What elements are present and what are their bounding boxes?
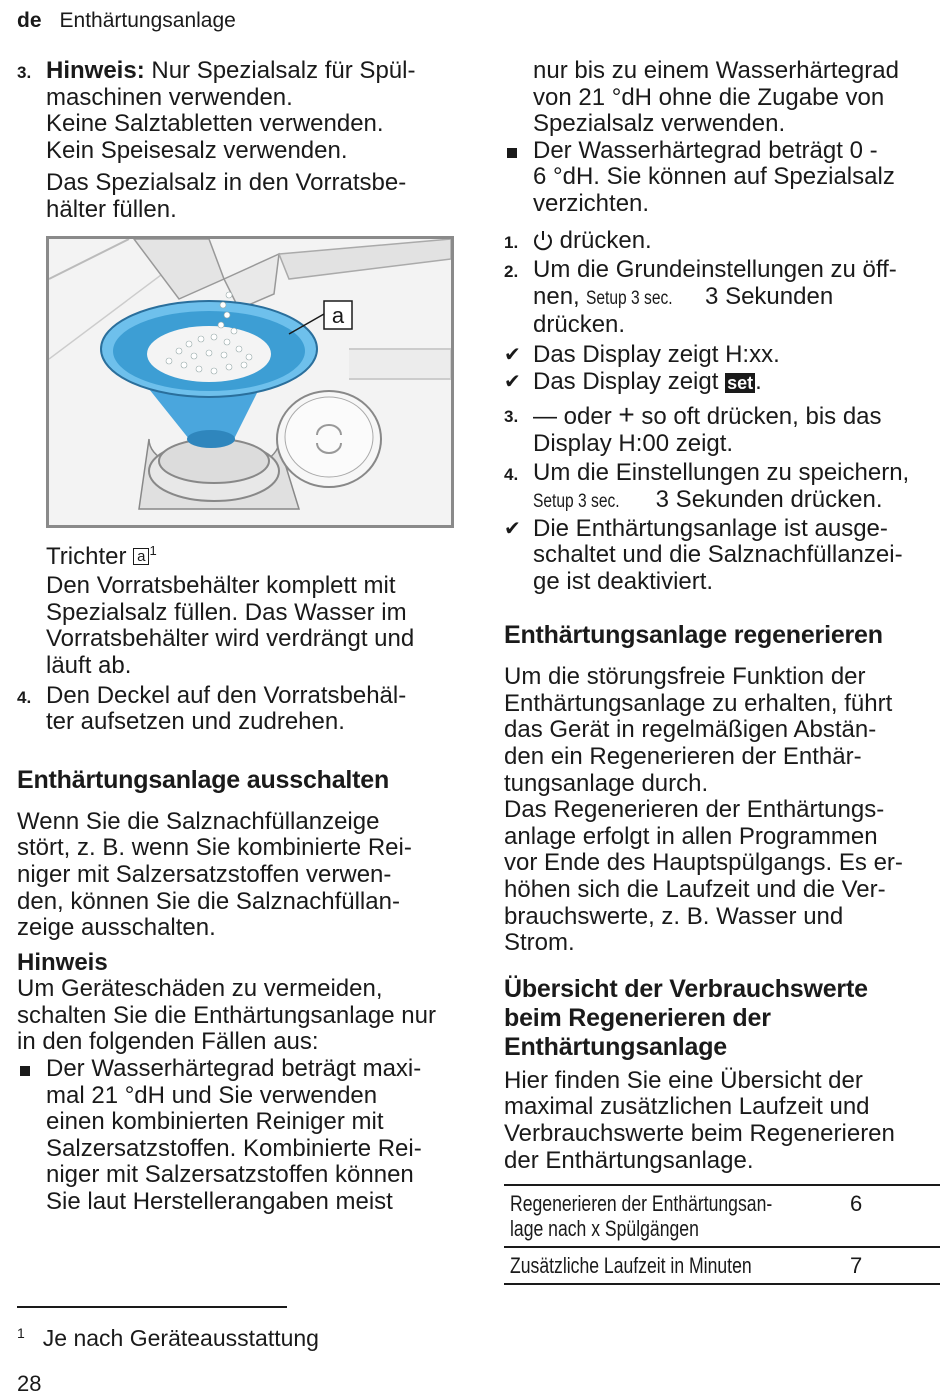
- step-number: 4.: [504, 465, 519, 485]
- table-cell-label: [510, 1253, 850, 1278]
- step-text: Display H:00 zeigt.: [533, 429, 734, 457]
- paragraph-line: den ein Regenerieren der Enthär-: [504, 743, 862, 771]
- footnote-text: Je nach Geräteausstattung: [42, 1325, 319, 1351]
- bullet-line: verzichten.: [533, 189, 650, 217]
- step-text: so oft drücken, bis das: [634, 403, 882, 431]
- step-text: Keine Salztabletten verwenden.: [46, 110, 384, 138]
- heading-line: beim Regenerieren der: [504, 1003, 771, 1032]
- step-text: maschinen verwenden.: [46, 83, 293, 111]
- step-number: 2.: [504, 262, 519, 282]
- paragraph-line: Das Regenerieren der Enthärtungs-: [504, 796, 885, 824]
- section-title: Enthärtungsanlage: [59, 9, 236, 32]
- paragraph-line: niger mit Salzersatzstoffen verwen-: [17, 860, 392, 888]
- result-item: [504, 342, 940, 369]
- result-text: Das Display zeigt: [533, 367, 726, 395]
- step-text: oder: [557, 403, 619, 431]
- overview-heading: [504, 975, 940, 1062]
- step-text: 3 Sekunden: [698, 282, 834, 310]
- checkmark-icon: ✔: [504, 517, 521, 540]
- bullet-item: [17, 1056, 457, 1216]
- bullet-square-icon: [20, 1066, 30, 1076]
- consumption-table: [504, 1184, 940, 1285]
- result-item: [504, 369, 940, 397]
- step-text: nen,: [533, 282, 587, 310]
- result-text: Die Enthärtungsanlage ist ausge-: [533, 514, 888, 542]
- footnote-divider: [17, 1306, 287, 1308]
- instruction-line: Spezialsalz füllen. Das Wasser im: [46, 598, 407, 626]
- step-number: 4.: [17, 687, 32, 707]
- bullet-line: Spezialsalz verwenden.: [533, 110, 786, 138]
- regeneration-paragraph: [504, 664, 940, 957]
- step-text: drücken.: [533, 311, 626, 339]
- paragraph-line: Strom.: [504, 929, 575, 957]
- paragraph-line: brauchswerte, z. B. Wasser und: [504, 902, 844, 930]
- step-number: 1.: [504, 232, 519, 252]
- result-text: Das Display zeigt H:xx.: [533, 340, 780, 368]
- funnel-illustration: [46, 236, 454, 528]
- paragraph-line: tungsanlage durch.: [504, 769, 709, 797]
- bullet-line: Der Wasserhärtegrad beträgt maxi-: [46, 1055, 422, 1083]
- table-cell-value: 6: [850, 1191, 863, 1217]
- table-row: [504, 1248, 940, 1285]
- result-text: ge ist deaktiviert.: [533, 567, 714, 595]
- result-text: .: [755, 367, 762, 395]
- funnel-drawing: [49, 239, 451, 525]
- paragraph-line: in den folgenden Fällen aus:: [17, 1028, 319, 1056]
- heading-line: Enthärtungsanlage: [504, 1032, 728, 1061]
- footnote-ref: 1: [149, 542, 157, 558]
- bullet-line: 6 °dH. Sie können auf Spezialsalz: [533, 163, 895, 191]
- paragraph-line: schalten Sie die Enthärtungsanlage nur: [17, 1001, 436, 1029]
- bullet-square-icon: [507, 148, 517, 158]
- result-text: schaltet und die Salznachfüllanzei-: [533, 541, 903, 569]
- paragraph-line: Enthärtungsanlage zu erhalten, führt: [504, 689, 893, 717]
- display-set-badge: set: [727, 372, 754, 393]
- step-number: 3.: [17, 63, 32, 82]
- paragraph-line: Um die störungsfreie Funktion der: [504, 663, 866, 691]
- setup-button-label: Setup 3 sec.: [586, 287, 674, 309]
- step-text: Kein Speisesalz verwenden.: [46, 136, 348, 164]
- step-text: Um die Einstellungen zu speichern,: [533, 459, 910, 487]
- bullet-line: Sie laut Herstellerangaben meist: [46, 1188, 393, 1216]
- note-paragraph: [17, 976, 457, 1056]
- step-2-setup: [504, 257, 940, 339]
- table-row: [504, 1186, 940, 1248]
- step-text: 3 Sekunden drücken.: [649, 485, 883, 513]
- checkmark-icon: ✔: [504, 343, 521, 366]
- step-3-salt: [17, 58, 457, 224]
- cell-line: lage nach x Spülgängen: [510, 1216, 699, 1242]
- bullet-line: niger mit Salzersatzstoffen können: [46, 1161, 414, 1189]
- caption-text: Trichter: [46, 542, 134, 570]
- page-header: [17, 9, 236, 33]
- step-number: 3.: [504, 407, 519, 427]
- step-text: drücken.: [553, 226, 652, 254]
- paragraph-line: Verbrauchswerte beim Regenerieren: [504, 1120, 895, 1147]
- table-cell-value: 7: [850, 1253, 863, 1279]
- cell-line: Zusätzliche Laufzeit in Minuten: [510, 1253, 752, 1279]
- step-text: Um die Grundeinstellungen zu öff-: [533, 256, 897, 284]
- callout-box: a: [133, 548, 149, 565]
- page-number: 28: [17, 1371, 42, 1396]
- step-text: hälter füllen.: [46, 195, 177, 223]
- bullet-line: von 21 °dH ohne die Zugabe von: [533, 83, 885, 111]
- checkmark-icon: ✔: [504, 370, 521, 393]
- step-text: Das Spezialsalz in den Vorratsbe-: [46, 169, 407, 197]
- overview-paragraph: [504, 1068, 940, 1174]
- step-text: Nur Spezialsalz für Spül-: [144, 57, 416, 84]
- footnote: [17, 1325, 319, 1352]
- left-column: [17, 58, 457, 1216]
- paragraph-line: stört, z. B. wenn Sie kombinierte Rei-: [17, 834, 412, 862]
- section-heading: Enthärtungsanlage regenerieren: [504, 621, 883, 650]
- paragraph-line: Hier finden Sie eine Übersicht der: [504, 1066, 863, 1094]
- cell-line: Regenerieren der Enthärtungsan-: [510, 1191, 773, 1217]
- setup-button-label: Setup 3 sec.: [533, 490, 620, 512]
- paragraph-line: der Enthärtungsanlage.: [504, 1146, 754, 1174]
- step-text: Den Deckel auf den Vorratsbehäl-: [46, 681, 407, 709]
- bullet-line: Der Wasserhärtegrad beträgt 0 -: [533, 136, 878, 164]
- paragraph-line: den, können Sie die Salznachfüllan-: [17, 887, 400, 915]
- paragraph-line: höhen sich die Laufzeit und die Ver-: [504, 876, 886, 904]
- bullet-item-continued: [504, 58, 940, 138]
- instruction-line: läuft ab.: [46, 651, 132, 679]
- table-cell-label: [510, 1191, 850, 1241]
- step-1-power: [504, 228, 940, 255]
- footnote-mark: 1: [17, 1325, 25, 1341]
- bullet-line: mal 21 °dH und Sie verwenden: [46, 1081, 378, 1109]
- paragraph-line: Um Geräteschäden zu vermeiden,: [17, 975, 383, 1003]
- power-icon: [533, 229, 553, 251]
- step-3-adjust: [504, 399, 940, 457]
- note-label: Hinweis:: [46, 57, 145, 84]
- step-4-save: [504, 460, 940, 515]
- bullet-line: Salzersatzstoffen. Kombinierte Rei-: [46, 1134, 422, 1162]
- intro-paragraph: [17, 809, 457, 942]
- bullet-item: [504, 138, 940, 218]
- bullet-line: nur bis zu einem Wasserhärtegrad: [533, 57, 899, 84]
- minus-icon: —: [533, 403, 557, 431]
- paragraph-line: vor Ende des Hauptspülgangs. Es er-: [504, 849, 903, 877]
- section-heading: Enthärtungsanlage ausschalten: [17, 765, 390, 794]
- callout-label: a: [331, 302, 345, 328]
- paragraph-line: Wenn Sie die Salznachfüllanzeige: [17, 807, 380, 835]
- paragraph-line: maximal zusätzlichen Laufzeit und: [504, 1093, 870, 1121]
- note-heading: Hinweis: [17, 948, 108, 976]
- paragraph-line: das Gerät in regelmäßigen Abstän-: [504, 716, 877, 744]
- right-column: [504, 58, 940, 1285]
- instruction-line: Vorratsbehälter wird verdrängt und: [46, 625, 415, 653]
- instruction-line: Den Vorratsbehälter komplett mit: [46, 572, 396, 600]
- result-item: [504, 516, 940, 596]
- plus-icon: +: [618, 399, 635, 431]
- paragraph-line: anlage erfolgt in allen Programmen: [504, 822, 878, 850]
- caption-block: [17, 538, 457, 680]
- heading-line: Übersicht der Verbrauchswerte: [504, 974, 868, 1003]
- bullet-line: einen kombinierten Reiniger mit: [46, 1108, 384, 1136]
- step-4-lid: [17, 683, 457, 736]
- language-code: de: [17, 9, 42, 32]
- step-text: ter aufsetzen und zudrehen.: [46, 708, 345, 736]
- paragraph-line: zeige ausschalten.: [17, 914, 216, 942]
